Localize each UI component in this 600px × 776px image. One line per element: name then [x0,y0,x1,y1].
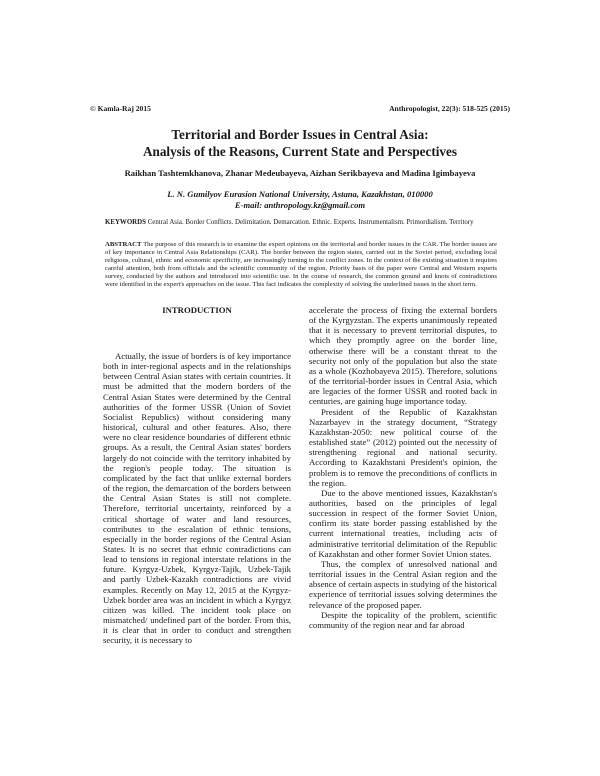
abstract-block [105,241,497,289]
affiliation-address: L. N. Gumilyov Eurasion National University, Astana, Kazakhstan, 010000 [167,189,433,199]
paragraph: Due to the above mentioned issues, Kazakhstan's authorities, based on the principles of legal succession in respect of the former Soviet Union, confirm its state border passing established by the current international treaties, including acts of administrative territorial delimitation of the Republic of Kazakhstan and other former Soviet Union states. [309,487,497,559]
abstract-label: ABSTRACT [105,241,142,248]
left-column [103,351,291,646]
keywords-block [105,219,497,227]
paragraph: Despite the topicality of the problem, scientific community of the region near and far abroad [309,609,497,630]
paragraph: President of the Republic of Kazakhstan Nazarbayev in the strategy document, “Strategy Kazakhstan-2050: new political course of the established state” (2012) pointed out the necessity of strengthening regional and national security. According to Kazakhstani President's opinion, the problem is to remove the preconditions of conflicts in the region. [309,406,497,488]
right-column [309,305,497,630]
journal-citation-header: Anthropologist, 22(3): 518-525 (2015) [389,104,510,113]
keywords-label: KEYWORDS [105,219,146,226]
paper-title [60,126,540,160]
affiliation-email: E-mail: anthropology.kz@gmail.com [234,200,366,210]
keywords-text: Central Asia. Border Conflicts. Delimitation. Demarcation. Ethnic. Experts. Instrumentalism. Primordialism. Territory [147,219,474,226]
paragraph: Thus, the complex of unresolved national and territorial issues in the Central Asian region and the absence of certain aspects in studying of the historical experience of territorial issues solving determines the relevance of the proposed paper. [309,558,497,610]
author-list: Raikhan Tashtemkhanova, Zhanar Medeubayeva, Aizhan Serikbayeva and Madina Igimbayeva [124,168,476,178]
paragraph: Actually, the issue of borders is of key importance both in inter-regional aspects and in the relationships between Central Asian states with certain countries. It must be admitted that the modern borders of the Central Asian States were determined by the Central authorities of the former USSR (Union of Soviet Socialist Republics) without considering many historical, cultural and other features. Also, there were no clear residence boundaries of different ethnic groups. As a result, the Central Asian states' borders largely do not coincide with the territory inhabited by the region's people today. The situation is complicated by the fact that unlike external borders of the region, the demarcation of the borders between the Central Asian States is still not complete. Therefore, territorial uncertainty, reinforced by a critical shortage of water and land resources, contributes to the escalation of ethnic tensions, especially in the border regions of the Central Asian States. It is no secret that ethnic contradictions can lead to tensions in regional interstate relations in the future. Kyrgyz-Uzbek, Kyrgyz-Tajik, Uzbek-Tajik and partly Uzbek-Kazakh contradictions are vivid examples. Recently on May 12, 2015 at the Kyrgyz-Uzbek border area was an incident in which a Kyrgyz citizen was killed. The incident took place on mismatched/ undefined part of the border. From this, it is clear that in order to conduct and strengthen security, it is necessary to [103,351,291,646]
paragraph: accelerate the process of fixing the external borders of the Kyrgyzstan. The experts unanimously repeated that it is necessary to prevent territorial disputes, to which they promptly agree on the border line, otherwise there will be a constant threat to the security not only of the population but also the state as a whole (Kozhobayeva 2015). Therefore, solutions of the territorial-border issues in Central Asia, which are legacies of the former USSR and rooted back in centuries, are gaining huge importance today. [309,305,497,407]
affiliation [60,189,540,211]
introduction-heading: INTRODUCTION [162,305,232,315]
paper-title-line-2: Analysis of the Reasons, Current State and Perspectives [142,144,458,159]
copyright-header: © Kamla-Raj 2015 [90,104,151,113]
abstract-text: The purpose of this research is to examine the expert opinions on the territorial and border issues in the CAR. The border issues are of key importance in Central Asia Relationships (CAR). The border between the region states, carried out in the Soviet period, excluding local religious, cultural, ethnic and economic specificity, are increasingly turning to the conflict zones. In the context of the existing situation it requires careful attention, both from officials and the scientific community of the region. Priority basis of the paper were Central and Western experts survey, conducted by the authors and introduced into scientific use. In the course of research, the common ground and knots of contradictions were identified in the expert's approaches on the issue. This fact indicates the complexity of solving the underlined issues in the short term. [105,241,497,289]
paper-title-line-1: Territorial and Border Issues in Central Asia: [171,127,429,142]
